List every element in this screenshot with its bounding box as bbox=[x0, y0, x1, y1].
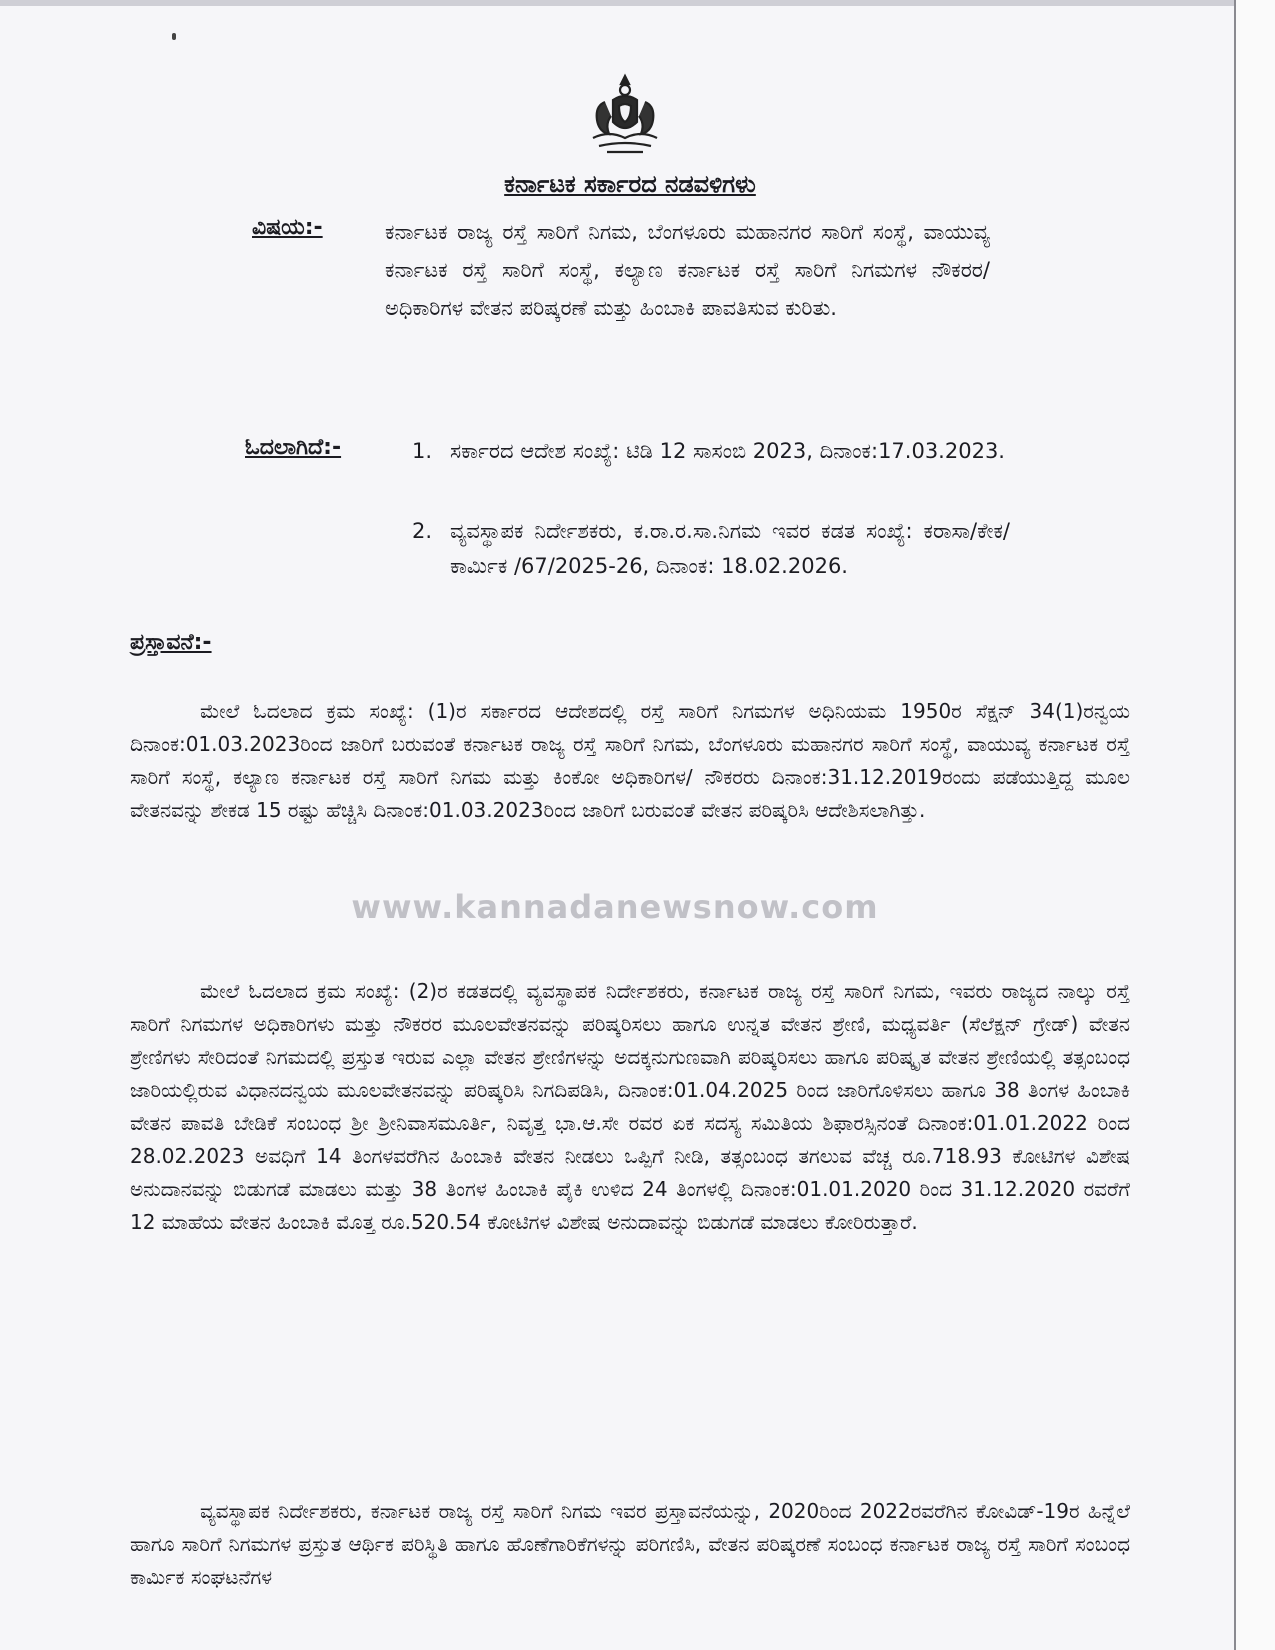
scan-speck bbox=[172, 33, 176, 40]
reference-text: ವ್ಯವಸ್ಥಾಪಕ ನಿರ್ದೇಶಕರು, ಕ.ರಾ.ರ.ಸಾ.ನಿಗಮ ಇವರ ಕಡತ ಸಂಖ್ಯೆ: ಕರಾಸಾ/ಕೇಕ/ಕಾರ್ಮಿಕ /67/2025-26, ದಿನಾಂಕ: 18.02.2026. bbox=[450, 519, 1010, 578]
reference-text: ಸರ್ಕಾರದ ಆದೇಶ ಸಂಖ್ಯೆ: ಟಿಡಿ 12 ಸಾಸಂಬಿ 2023, ದಿನಾಂಕ:17.03.2023. bbox=[450, 439, 1005, 463]
watermark: www.kannadanewsnow.com bbox=[351, 888, 879, 926]
scan-right-edge bbox=[1234, 0, 1275, 1650]
reference-number: 2. bbox=[412, 519, 433, 543]
preamble-label: ಪ್ರಸ್ತಾವನೆ:- bbox=[130, 630, 212, 655]
document-title: ಕರ್ನಾಟಕ ಸರ್ಕಾರದ ನಡವಳಿಗಳು bbox=[504, 170, 756, 198]
subject-label: ವಿಷಯ:- bbox=[252, 215, 323, 240]
reference-item bbox=[412, 434, 1012, 510]
preamble-paragraph: ವ್ಯವಸ್ಥಾಪಕ ನಿರ್ದೇಶಕರು, ಕರ್ನಾಟಕ ರಾಜ್ಯ ರಸ್ತೆ ಸಾರಿಗೆ ನಿಗಮ ಇವರ ಪ್ರಸ್ತಾವನೆಯನ್ನು, 2020ರಿಂದ 2022ರವರೆಗಿನ ಕೋವಿಡ್-19ರ ಹಿನ್ನೆಲೆ ಹಾಗೂ ಸಾರಿಗೆ ನಿಗಮಗಳ ಪ್ರಸ್ತುತ ಆರ್ಥಿಕ ಪರಿಸ್ಥಿತಿ ಹಾಗೂ ಹೊಣೆಗಾರಿಕೆಗಳನ್ನು ಪರಿಗಣಿಸಿ, ವೇತನ ಪರಿಷ್ಕರಣೆ ಸಂಬಂಧ ಕರ್ನಾಟಕ ರಾಜ್ಯ ರಸ್ತೆ ಸಾರಿಗೆ ಸಂಬಂಧ ಕಾರ್ಮಿಕ ಸಂಘಟನೆಗಳ bbox=[130, 1499, 1130, 1589]
reference-item bbox=[412, 514, 1012, 624]
references-label: ಓದಲಾಗಿದೆ:- bbox=[245, 435, 342, 460]
preamble-paragraph: ಮೇಲೆ ಓದಲಾದ ಕ್ರಮ ಸಂಖ್ಯೆ: (1)ರ ಸರ್ಕಾರದ ಆದೇಶದಲ್ಲಿ ರಸ್ತೆ ಸಾರಿಗೆ ನಿಗಮಗಳ ಅಧಿನಿಯಮ 1950ರ ಸೆಕ್ಷನ್ 34(1)ರನ್ವಯ ದಿನಾಂಕ:01.03.2023ರಿಂದ ಜಾರಿಗೆ ಬರುವಂತೆ ಕರ್ನಾಟಕ ರಾಜ್ಯ ರಸ್ತೆ ಸಾರಿಗೆ ನಿಗಮ, ಬೆಂಗಳೂರು ಮಹಾನಗರ ಸಾರಿಗೆ ಸಂಸ್ಥೆ, ವಾಯುವ್ಯ ಕರ್ನಾಟಕ ರಸ್ತೆ ಸಾರಿಗೆ ಸಂಸ್ಥೆ, ಕಲ್ಯಾಣ ಕರ್ನಾಟಕ ರಸ್ತೆ ಸಾರಿಗೆ ನಿಗಮ ಮತ್ತು ಕಿಂಕೋ ಅಧಿಕಾರಿಗಳ/ ನೌಕರರು ದಿನಾಂಕ:31.12.2019ರಂದು ಪಡೆಯುತ್ತಿದ್ದ ಮೂಲ ವೇತನವನ್ನು ಶೇಕಡ 15 ರಷ್ಟು ಹೆಚ್ಚಿಸಿ ದಿನಾಂಕ:01.03.2023ರಿಂದ ಜಾರಿಗೆ ಬರುವಂತೆ ವೇತನ ಪರಿಷ್ಕರಿಸಿ ಆದೇಶಿಸಲಾಗಿತ್ತು. bbox=[130, 699, 1130, 822]
preamble-paragraph: ಮೇಲೆ ಓದಲಾದ ಕ್ರಮ ಸಂಖ್ಯೆ: (2)ರ ಕಡತದಲ್ಲಿ ವ್ಯವಸ್ಥಾಪಕ ನಿರ್ದೇಶಕರು, ಕರ್ನಾಟಕ ರಾಜ್ಯ ರಸ್ತೆ ಸಾರಿಗೆ ನಿಗಮ, ಇವರು ರಾಜ್ಯದ ನಾಲ್ಕು ರಸ್ತೆ ಸಾರಿಗೆ ನಿಗಮಗಳ ಅಧಿಕಾರಿಗಳು ಮತ್ತು ನೌಕರರ ಮೂಲವೇತನವನ್ನು ಪರಿಷ್ಕರಿಸಲು ಹಾಗೂ ಉನ್ನತ ವೇತನ ಶ್ರೇಣಿ, ಮಧ್ಯವರ್ತಿ (ಸೆಲೆಕ್ಷನ್ ಗ್ರೇಡ್) ವೇತನ ಶ್ರೇಣಿಗಳು ಸೇರಿದಂತೆ ನಿಗಮದಲ್ಲಿ ಪ್ರಸ್ತುತ ಇರುವ ಎಲ್ಲಾ ವೇತನ ಶ್ರೇಣಿಗಳನ್ನು ಅದಕ್ಕನುಗುಣವಾಗಿ ಪರಿಷ್ಕರಿಸಲು ಹಾಗೂ ಪರಿಷ್ಕೃತ ವೇತನ ಶ್ರೇಣಿಯಲ್ಲಿ ತತ್ಸಂಬಂಧ ಜಾರಿಯಲ್ಲಿರುವ ವಿಧಾನದನ್ವಯ ಮೂಲವೇತನವನ್ನು ಪರಿಷ್ಕರಿಸಿ ನಿಗದಿಪಡಿಸಿ, ದಿನಾಂಕ:01.04.2025 ರಿಂದ ಜಾರಿಗೊಳಿಸಲು ಹಾಗೂ 38 ತಿಂಗಳ ಹಿಂಬಾಕಿ ವೇತನ ಪಾವತಿ ಬೇಡಿಕೆ ಸಂಬಂಧ ಶ್ರೀ ಶ್ರೀನಿವಾಸಮೂರ್ತಿ, ನಿವೃತ್ತ ಭಾ.ಆ.ಸೇ ರವರ ಏಕ ಸದಸ್ಯ ಸಮಿತಿಯ ಶಿಫಾರಸ್ಸಿನಂತೆ ದಿನಾಂಕ:01.01.2022 ರಿಂದ 28.02.2023 ಅವಧಿಗೆ 14 ತಿಂಗಳವರೆಗಿನ ಹಿಂಬಾಕಿ ವೇತನ ನೀಡಲು ಒಪ್ಪಿಗೆ ನೀಡಿ, ತತ್ಸಂಬಂಧ ತಗಲುವ ವೆಚ್ಚ ರೂ.718.93 ಕೋಟಿಗಳ ವಿಶೇಷ ಅನುದಾನವನ್ನು ಬಿಡುಗಡೆ ಮಾಡಲು ಮತ್ತು 38 ತಿಂಗಳ ಹಿಂಬಾಕಿ ಪೈಕಿ ಉಳಿದ 24 ತಿಂಗಳಲ್ಲಿ ದಿನಾಂಕ:01.01.2020 ರಿಂದ 31.12.2020 ರವರೆಗೆ 12 ಮಾಹೆಯ ವೇತನ ಹಿಂಬಾಕಿ ಮೊತ್ತ ರೂ.520.54 ಕೋಟಿಗಳ ವಿಶೇಷ ಅನುದಾವನ್ನು ಬಿಡುಗಡೆ ಮಾಡಲು ಕೋರಿರುತ್ತಾರೆ. bbox=[130, 979, 1130, 1234]
karnataka-state-emblem-icon bbox=[583, 72, 667, 160]
scan-top-edge bbox=[0, 0, 1235, 6]
reference-number: 1. bbox=[412, 439, 433, 463]
subject-text: ಕರ್ನಾಟಕ ರಾಜ್ಯ ರಸ್ತೆ ಸಾರಿಗೆ ನಿಗಮ, ಬೆಂಗಳೂರು ಮಹಾನಗರ ಸಾರಿಗೆ ಸಂಸ್ಥೆ, ವಾಯುವ್ಯ ಕರ್ನಾಟಕ ರಸ್ತೆ ಸಾರಿಗೆ ಸಂಸ್ಥೆ, ಕಲ್ಯಾಣ ಕರ್ನಾಟಕ ರಸ್ತೆ ಸಾರಿಗೆ ನಿಗಮಗಳ ನೌಕರರ/ ಅಧಿಕಾರಿಗಳ ವೇತನ ಪರಿಷ್ಕರಣೆ ಮತ್ತು ಹಿಂಬಾಕಿ ಪಾವತಿಸುವ ಕುರಿತು. bbox=[385, 220, 990, 320]
